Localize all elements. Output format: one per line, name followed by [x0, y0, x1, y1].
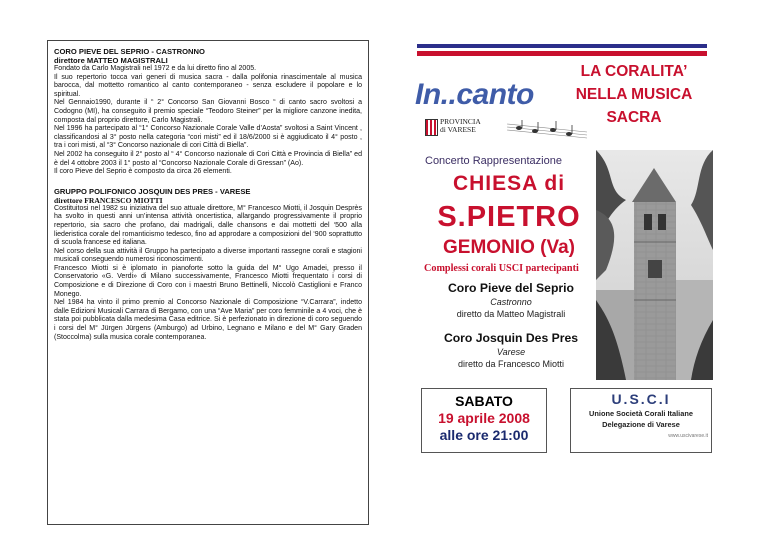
section1-paragraph: Il suo repertorio tocca vari generi di musica sacra - dalla polifonia rinascimentale al musica barocca, dal mottetto romantico al canto contemporaneo - senza escludere il popolare e lo spiritual. [54, 73, 362, 98]
provincia-shield-icon [425, 119, 438, 136]
provincia-logo [425, 116, 497, 140]
section2-paragraph: Nel 1984 ha vinto il primo premio al Concorso Nazionale di Composizione “V.Carrara”, indetto dalle Edizioni Musicali Carrara di Bergamo, con una “Ave Maria” per coro femminile a 4 voci, che è stata poi pubblicata dalla medesima Casa editrice. Si è perfezionato in direzione di coro seguendo i corsi del M° Jürgen Jürgens (Amburgo) ad Urbino, Legnano e Milano e del M° Gary Graden (Stoccolma) sulla musica corale contemporanea. [54, 299, 362, 341]
headline-line: LA CORALITA’ [580, 63, 688, 80]
usci-delegation: Delegazione di Varese [602, 420, 680, 429]
section2-paragraph: Costituitosi nel 1982 su iniziativa del suo attuale direttore, M° Francesco Miotti, il Josquin Desprès ha svolto in questi anni un’intensa attività oncertistica, allargando progressivamente il proprio repertorio, sia sacro che profano, dai madrigali, dalle chansons e dai mottetti del ‘500 alla liederistica corale del romanticismo tedesco, fino ad approdare a composizioni del ‘900 soprattutto di scuola francese ed italiana. [54, 204, 362, 247]
section1-paragraph: Nel 2002 ha conseguito il 2° posto al “ 4° Concorso nazionale di Cori Città e Provincia di Biella” ed è del 4 ottobre 2003 il 1° posto al “Concorso Nazionale Corale di Gressan” (Ao). [54, 150, 362, 167]
section2-paragraph: Nel corso della sua attività il Gruppo ha partecipato a diverse importanti rassegne corali e stagioni musicali conseguendo numerosi riconoscimenti. [54, 247, 362, 264]
location-heading: GEMONIO (Va) [443, 237, 575, 258]
section2-director: direttore FRANCESCO MIOTTI [54, 195, 163, 205]
event-day: SABATO [455, 393, 513, 409]
church-name: S.PIETRO [437, 201, 581, 233]
section2-title: GRUPPO POLIFONICO JOSQUIN DES PRES - VARESE [54, 186, 251, 196]
choir1-place: Castronno [490, 297, 532, 307]
section1-paragraph: Nel Gennaio1990, durante il “ 2° Concorso San Giovanni Bosco “ di canto sacro svoltosi a Codogno (MI), ha conseguito il premio speciale “Teodoro Steiner” per la migliore canzone inedita, composta dal proprio direttore, Carlo Magistrali. [54, 99, 362, 124]
section1-paragraph: Il coro Pieve del Seprio è composto da circa 26 elementi. [54, 168, 232, 176]
church-photo [596, 150, 713, 380]
concerto-label: Concerto Rappresentazione [425, 155, 562, 167]
choir2-place: Varese [496, 347, 526, 357]
choir-descriptions-panel [47, 40, 369, 525]
section1-paragraph: Fondato da Carlo Magistrali nel 1972 e da lui diretto fino al 2005. [54, 65, 257, 72]
headline-line: SACRA [606, 109, 662, 126]
provincia-line: PROVINCIA [440, 117, 481, 126]
incanto-logo: In..canto [415, 78, 534, 111]
choir1-director: diretto da Matteo Magistrali [456, 309, 566, 319]
chiesa-heading: CHIESA di [452, 172, 566, 195]
section1-paragraph: Nel 1996 ha partecipato al “1° Concorso Nazionale Corale Valle d’Aosta” svoltosi a Saint Vincent , classificandosi al 3° posto nella categoria “cori misti” ed il 18/6/2000 si è aggiudicato il 4° posto , tra i cori misti, al “3° Concorso nazionale di cori Città di Biella”. [54, 125, 362, 150]
provincia-line: di VARESE [440, 125, 476, 134]
headline-line: NELLA MUSICA [575, 86, 693, 103]
section1-title: CORO PIEVE DEL SEPRIO - CASTRONNO [54, 47, 205, 56]
usci-acronym: U.S.C.I [611, 391, 671, 407]
choir2-director: diretto da Francesco Miotti [457, 359, 565, 369]
event-date: 19 aprile 2008 [438, 410, 530, 426]
header-stripe-red [417, 51, 707, 56]
usci-website: www.uscivarese.it [668, 433, 708, 439]
choir2-name: Coro Josquin Des Pres [443, 331, 579, 345]
participants-label: Complessi corali USCI partecipanti [424, 263, 579, 274]
usci-full-name: Unione Società Corali Italiane [589, 409, 693, 418]
bell-tower-illustration [596, 150, 713, 380]
music-notes-icon [505, 118, 589, 140]
event-time: alle ore 21:00 [439, 427, 529, 443]
section2-paragraph: Francesco Miotti si è iplomato in pianoforte sotto la guida del M° Ugo Amadei, presso il Conservatorio «G. Verdi» di Milano successivamente, Francesco Miotti frequentato i corsi di Composizione e di Direzione di Coro con i maestri Bruno Bettinelli, Niccolò Castiglioni e Franco Monego. [54, 264, 362, 298]
choir1-name: Coro Pieve del Seprio [448, 281, 574, 295]
section1-director: direttore MATTEO MAGISTRALI [54, 56, 168, 65]
